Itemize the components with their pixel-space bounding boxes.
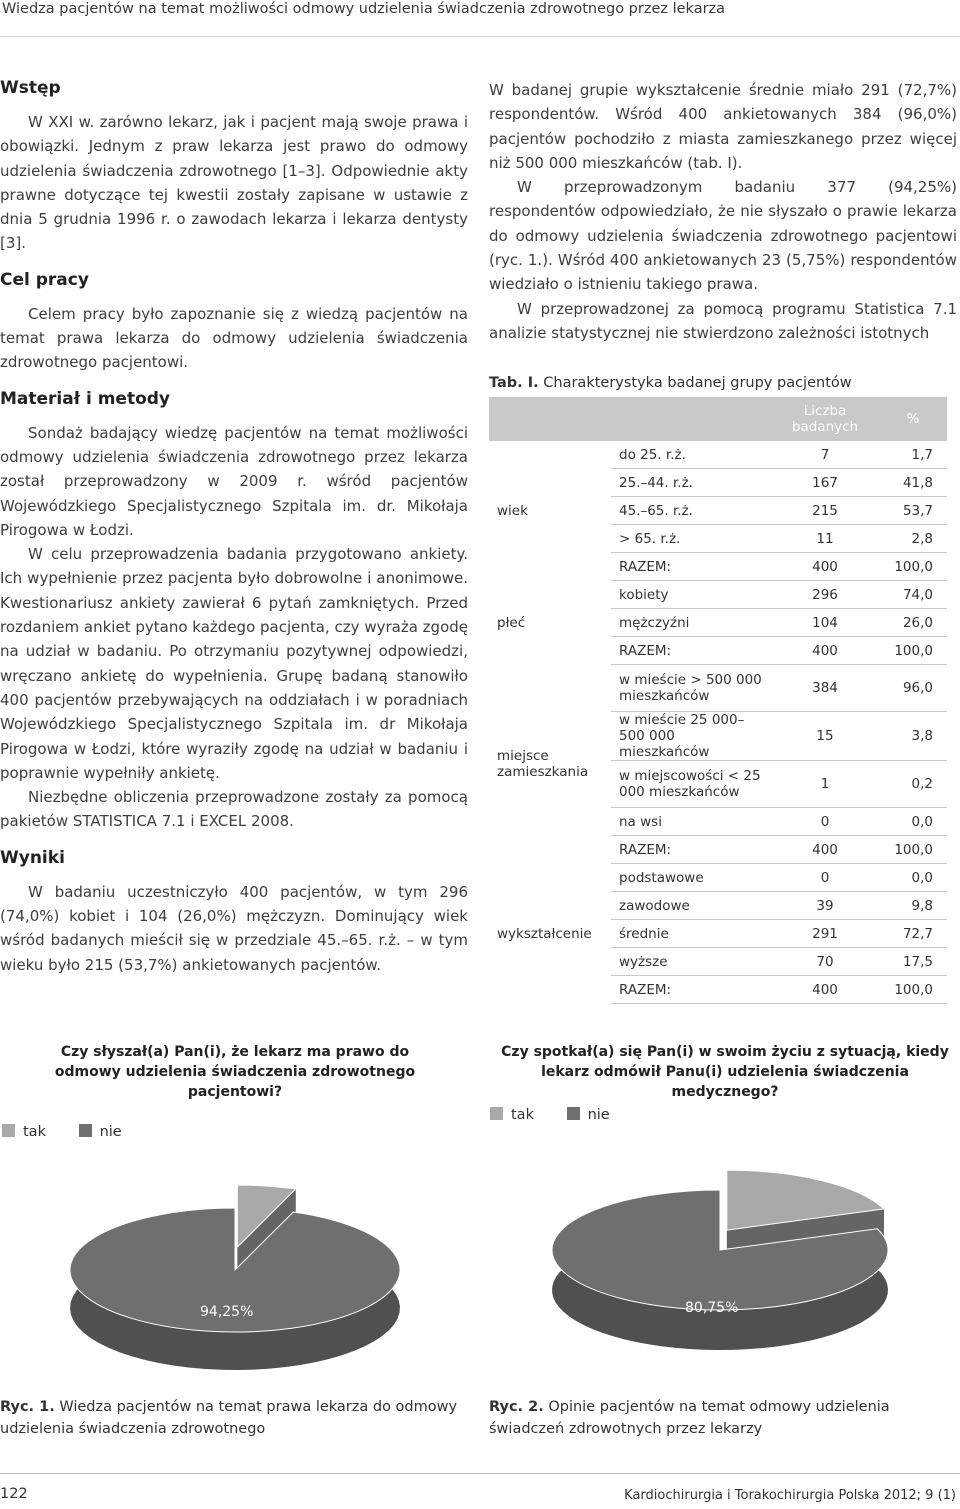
journal-footer [624, 1488, 956, 1503]
chart-title: Czy słyszał(a) Pan(i), że lekarz ma prawo do odmowy udzielenia świadczenia zdrowotnego pacjentowi? [54, 1044, 416, 1100]
legend-label: tak [23, 1124, 46, 1140]
footer-rule [0, 1473, 960, 1474]
table-group-label: płeć [489, 581, 611, 665]
table-cell-count: 11 [771, 525, 879, 553]
table-cell-count: 400 [771, 637, 879, 665]
pie-data-label: 94,25% [200, 1304, 254, 1320]
table-cell-count: 215 [771, 497, 879, 525]
table-row [489, 665, 947, 712]
table-cell-label: > 65. r.ż. [611, 525, 771, 553]
section-heading: Wstęp [0, 78, 61, 98]
pie-data-label: 80,75% [685, 1300, 739, 1316]
pie-chart-1 [0, 1120, 470, 1380]
table-cell-pct: 53,7 [879, 497, 947, 525]
section-heading: Cel pracy [0, 269, 89, 290]
section-results [0, 848, 468, 977]
journal-name: Kardiochirurgia i Torakochirurgia Polska [624, 1488, 880, 1503]
table-cell-pct: 96,0 [879, 665, 947, 712]
table-cell-count: 167 [771, 469, 879, 497]
table-cell-pct: 26,0 [879, 609, 947, 637]
table-caption [489, 375, 957, 391]
table-cell-label: zawodowe [611, 892, 771, 920]
demographics-table [489, 397, 947, 1004]
pie-data-label: 19,25% [748, 1134, 802, 1150]
table-cell-count: 39 [771, 892, 879, 920]
table-cell-pct: 1,7 [879, 441, 947, 469]
table-row [489, 864, 947, 892]
table-cell-pct: 100,0 [879, 637, 947, 665]
table-cell-count: 400 [771, 553, 879, 581]
table-cell-count: 1 [771, 761, 879, 808]
table-cell-pct: 0,2 [879, 761, 947, 808]
table-cell-label: podstawowe [611, 864, 771, 892]
paragraph: W przeprowadzonym badaniu 377 (94,25%) respondentów odpowiedziało, że nie słyszało o prawie lekarza do odmowy udzielenia świadczenia zdrowotnego pacjentowi (ryc. 1.). Wśród 400 ankietowanych 23 (5,75%) respondentów wiedziało o istnieniu takiego prawa. [489, 178, 957, 294]
figure-caption-text: Wiedza pacjentów na temat prawa lekarza do odmowy udzielenia świadczenia zdrowotnego [0, 1399, 458, 1437]
section-heading: Wyniki [0, 847, 65, 868]
table-cell-label: do 25. r.ż. [611, 441, 771, 469]
legend-label: nie [587, 1107, 610, 1123]
table-caption-text: Charakterystyka badanej grupy pacjentów [543, 375, 852, 392]
table-cell-pct: 9,8 [879, 892, 947, 920]
right-column [489, 78, 957, 1004]
table-cell-pct: 17,5 [879, 948, 947, 976]
chart-title: Czy spotkał(a) się Pan(i) w swoim życiu z sytuacją, kiedy lekarz odmówił Panu(i) udzielenia świadczenia medycznego? [501, 1044, 949, 1100]
table-group-label: wiek [489, 441, 611, 581]
table-cell-label: RAZEM: [611, 637, 771, 665]
table-cell-label: RAZEM: [611, 553, 771, 581]
section-heading: Materiał i metody [0, 388, 170, 409]
table-header-count: Liczba badanych [771, 397, 879, 441]
table-cell-count: 15 [771, 712, 879, 761]
table-group-label: wykształcenie [489, 864, 611, 1004]
pie-chart-2 [480, 1110, 960, 1360]
table-header-pct: % [879, 397, 947, 441]
table-body [489, 441, 947, 1004]
figure-label: Ryc. 1. [0, 1399, 55, 1415]
table-cell-label: w mieście > 500 000 mieszkańców [611, 665, 771, 712]
legend-label: tak [511, 1107, 534, 1123]
table-cell-label: na wsi [611, 808, 771, 836]
table-cell-pct: 3,8 [879, 712, 947, 761]
table-row [489, 441, 947, 469]
table-header-blank [489, 397, 771, 441]
table-cell-label: 25.–44. r.ż. [611, 469, 771, 497]
table-cell-count: 104 [771, 609, 879, 637]
table-label: Tab. I. [489, 375, 539, 392]
paragraph: Niezbędne obliczenia przeprowadzone zostały za pomocą pakietów STATISTICA 7.1 i EXCEL 2008. [0, 788, 468, 831]
figure-caption-text: Opinie pacjentów na temat odmowy udzielenia świadczeń zdrowotnych przez lekarzy [489, 1399, 890, 1437]
figure-caption-1 [0, 1396, 468, 1440]
table-cell-label: wyższe [611, 948, 771, 976]
paragraph: W przeprowadzonej za pomocą programu Statistica 7.1 analizie statystycznej nie stwierdzono zależności istotnych [489, 299, 957, 342]
left-column [0, 78, 468, 991]
running-head-text: Wiedza pacjentów na temat możliwości odmowy udzielenia świadczenia zdrowotnego przez lekarza [2, 1, 726, 17]
table-cell-pct: 100,0 [879, 836, 947, 864]
journal-issue: 2012; 9 (1) [883, 1488, 956, 1503]
paragraph: W celu przeprowadzenia badania przygotowano ankiety. Ich wypełnienie przez pacjenta było dobrowolne i anonimowe. Kwestionariusz ankiety zawierał 6 pytań zamkniętych. Przed rozdaniem ankiet pytano każdego pacjenta, czy wyraża zgodę na udział w badaniu. Po otrzymaniu pozytywnej odpowiedzi, wręczano ankietę do wypełnienia. Grupę badaną stanowiło 400 pacjentów przebywających na oddziałach i w poradniach Wojewódzkiego Specjalistycznego Szpitala im. dr Mikołaja Pirogowa w Łodzi, które wyraziły zgodę na udział w badaniu i poprawnie wypełniły ankietę. [0, 545, 468, 782]
table-cell-label: mężczyźni [611, 609, 771, 637]
figure-caption-2 [489, 1396, 957, 1440]
table-cell-pct: 0,0 [879, 808, 947, 836]
table-cell-count: 70 [771, 948, 879, 976]
figure-label: Ryc. 2. [489, 1399, 544, 1415]
table-cell-count: 296 [771, 581, 879, 609]
table-cell-label: RAZEM: [611, 836, 771, 864]
table-cell-label: średnie [611, 920, 771, 948]
table-cell-pct: 74,0 [879, 581, 947, 609]
section-aim [0, 270, 468, 375]
table-cell-pct: 2,8 [879, 525, 947, 553]
table-cell-pct: 100,0 [879, 976, 947, 1004]
table-cell-count: 384 [771, 665, 879, 712]
pie-data-label: 5,75% [255, 1138, 300, 1154]
table-cell-count: 400 [771, 976, 879, 1004]
table-cell-count: 0 [771, 864, 879, 892]
table-cell-pct: 41,8 [879, 469, 947, 497]
table-cell-pct: 100,0 [879, 553, 947, 581]
page-number: 122 [0, 1486, 28, 1502]
table-cell-count: 7 [771, 441, 879, 469]
section-intro [0, 78, 468, 256]
paragraph: Sondaż badający wiedzę pacjentów na temat możliwości odmowy udzielenia świadczenia zdrowotnego przez lekarza został przeprowadzony w 2009 r. wśród pacjentów Wojewódzkiego Specjalistycznego Szpitala im. dr. Mikołaja Pirogowa w Łodzi. [0, 423, 468, 539]
table-group-label: miejsce zamieszkania [489, 665, 611, 864]
table-cell-count: 400 [771, 836, 879, 864]
paragraph: Celem pracy było zapoznanie się z wiedzą pacjentów na temat prawa lekarza do odmowy udzielenia świadczenia zdrowotnego pacjentowi. [0, 304, 468, 372]
paragraph: W XXI w. zarówno lekarz, jak i pacjent mają swoje prawa i obowiązki. Jednym z praw lekarza jest prawo do odmowy udzielenia świadczenia zdrowotnego [1–3]. Odpowiednie akty prawne dotyczące tej kwestii zostały zapisane w ustawie z dnia 5 grudnia 1996 r. o zawodach lekarza i lekarza dentysty [3]. [0, 113, 468, 253]
table-cell-count: 291 [771, 920, 879, 948]
table-cell-label: w mieście 25 000–500 000 mieszkańców [611, 712, 771, 761]
section-methods [0, 389, 468, 834]
table-cell-label: kobiety [611, 581, 771, 609]
table-cell-pct: 0,0 [879, 864, 947, 892]
table-cell-label: w miejscowości < 25 000 mieszkańców [611, 761, 771, 808]
table-row [489, 581, 947, 609]
pie-slice-nie [70, 1208, 400, 1370]
table-cell-count: 0 [771, 808, 879, 836]
table-cell-label: 45.–65. r.ż. [611, 497, 771, 525]
paragraph: W badanej grupie wykształcenie średnie miało 291 (72,7%) respondentów. Wśród 400 ankietowanych 384 (96,0%) pacjentów pochodziło z miasta zamieszkanego przez więcej niż 500 000 mieszkańców (tab. I). [489, 81, 957, 172]
paragraph: W badaniu uczestniczyło 400 pacjentów, w tym 296 (74,0%) kobiet i 104 (26,0%) mężczyzn. Dominujący wiek wśród badanych mieścił się w przedziale 45.–65. r.ż. – w tym wieku było 215 (53,7%) ankietowanych pacjentów. [0, 882, 468, 974]
table-cell-pct: 72,7 [879, 920, 947, 948]
legend-label: nie [99, 1124, 122, 1140]
running-header [0, 0, 960, 37]
table-cell-label: RAZEM: [611, 976, 771, 1004]
